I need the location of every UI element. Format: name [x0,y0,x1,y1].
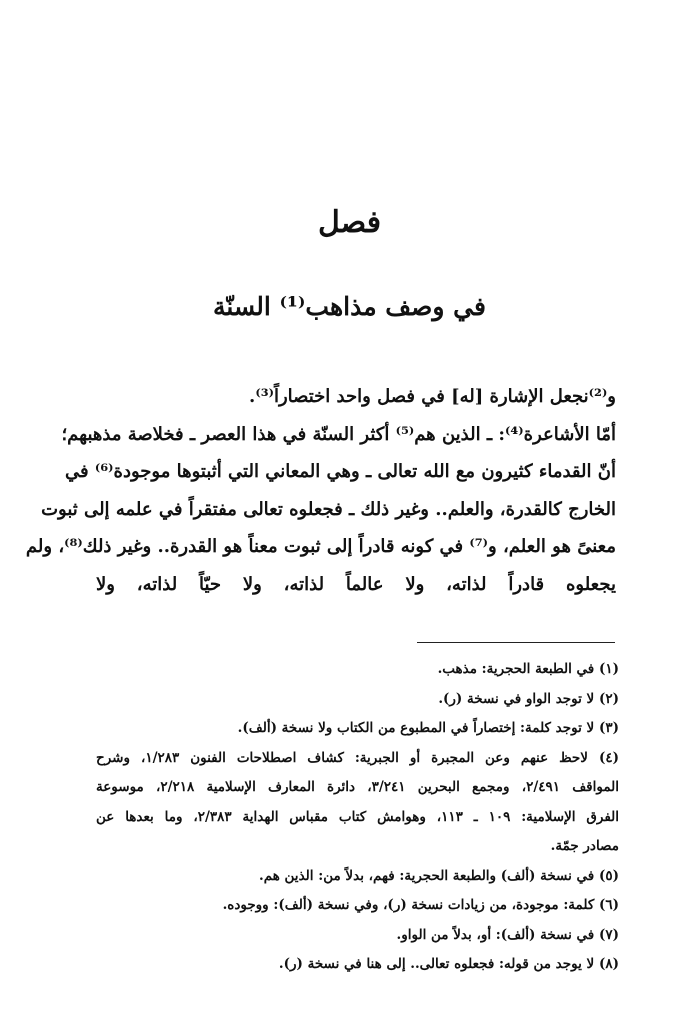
footnote: (٢) لا توجد الواو في نسخة (ر). [438,690,619,707]
body-text [25,378,616,603]
footnote-continuation: الفرق الإسلامية: ١٠٩ ـ ١١٣، وهوامش كتاب مقباس الهداية ٢/٣٨٣، وما بعدها عن [96,808,620,825]
footnotes [96,655,619,980]
footnote: (٣) لا توجد كلمة: إختصاراً في المطبوع من الكتاب ولا نسخة (ألف). [237,720,619,736]
footnote: (٧) في نسخة (ألف): أو، بدلاً من الواو. [396,926,619,943]
chapter-subtitle: في وصف مذاهب⁽¹⁾ السنّة [213,292,486,321]
footnote-separator [417,642,615,643]
footnote-continuation: المواقف ٢/٤٩١، ومجمع البحرين ٣/٢٤١، دائرة المعارف الإسلامية ٢/٢١٨، موسوعة [96,779,620,795]
body-line: الخارج كالقدرة، والعلم.. وغير ذلك ـ فجعلوه تعالى مفتقراً في علمه إلى ثبوت [41,498,616,520]
body-line: أمّا الأشاعرة⁽⁴⁾: ـ الذين هم⁽⁵⁾ أكثر السنّة في هذا العصر ـ فخلاصة مذهبهم؛ [61,423,616,445]
footnote-continuation: مصادر جمّة. [550,838,619,854]
footnote: (١) في الطبعة الحجرية: مذهب. [437,661,619,677]
body-line: معنىً هو العلم، و⁽⁷⁾ في كونه قادراً إلى ثبوت معناً هو القدرة.. وغير ذلك⁽⁸⁾، ولم [25,536,616,557]
body-line: أنّ القدماء كثيرون مع الله تعالى ـ وهي المعاني التي أثبتوها موجودة⁽⁶⁾ في [65,461,616,482]
footnote: (٨) لا يوجد من قوله: فجعلوه تعالى.. إلى هنا في نسخة (ر). [278,956,619,972]
footnote: (٤) لاحظ عنهم وعن المجبرة أو الجبرية: كشاف اصطلاحات الفنون ١/٢٨٣، وشرح [96,749,619,766]
chapter-title: فصل [317,205,382,240]
body-line: و⁽²⁾نجعل الإشارة [له] في فصل واحد اختصاراً⁽³⁾. [249,386,616,407]
footnote: (٦) كلمة: موجودة، من زيادات نسخة (ر)، وفي نسخة (ألف): ووجوده. [222,897,619,913]
body-line: يجعلوه قادراً لذاته، ولا عالماً لذاته، ولا حيّاً لذاته، ولا [96,573,616,595]
footnote: (٥) في نسخة (ألف) والطبعة الحجرية: فهم، بدلاً من: الذين هم. [259,867,619,884]
